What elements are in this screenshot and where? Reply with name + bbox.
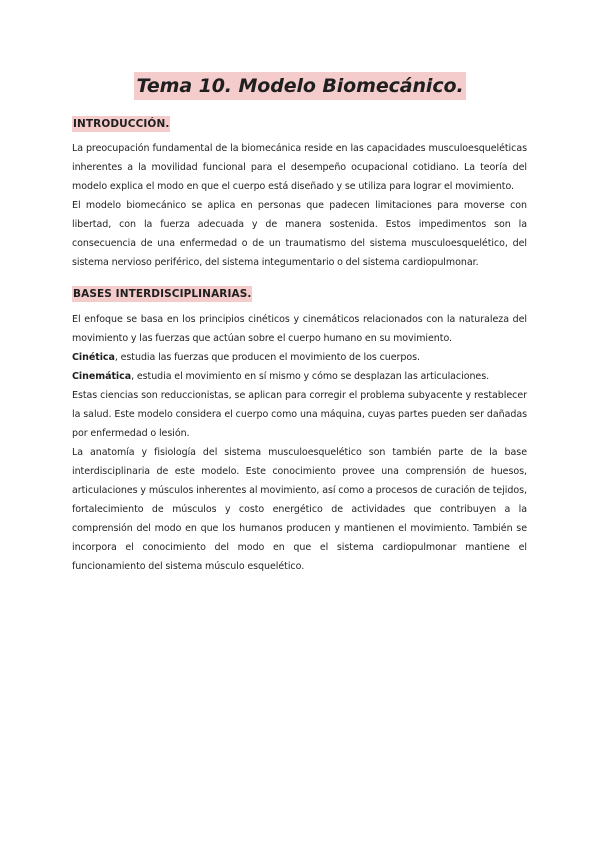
document-body (72, 112, 527, 576)
section-introduccion (72, 112, 527, 272)
bases-paragraph-1: El enfoque se basa en los principios cinéticos y cinemáticos relacionados con la naturaleza del movimiento y las fuerzas que actúan sobre el cuerpo humano en su movimiento. (72, 314, 527, 344)
cinematica-definition (72, 367, 527, 386)
intro-paragraph-1: La preocupación fundamental de la biomecánica reside en las capacidades musculoesqueléticas inherentes a la movilidad funcional para el desempeño ocupacional cotidiano. La teoría del modelo explica el modo en que el cuerpo está diseñado y se utiliza para lograr el movimiento. (72, 143, 527, 192)
section-bases (72, 272, 527, 576)
cinetica-text: , estudia las fuerzas que producen el movimiento de los cuerpos. (114, 352, 420, 363)
bases-paragraph-2: Estas ciencias son reduccionistas, se aplican para corregir el problema subyacente y restablecer la salud. Este modelo considera el cuerpo como una máquina, cuyas partes pueden ser dañadas por enfermedad o lesión. (72, 390, 527, 439)
section-heading-bases: BASES INTERDISCIPLINARIAS. (73, 288, 252, 300)
cinetica-definition (72, 348, 527, 367)
cinematica-term: Cinemática (72, 371, 132, 382)
bases-paragraph-3: La anatomía y fisiología del sistema musculoesquelético son también parte de la base interdisciplinaria de este modelo. Este conocimiento provee una comprensión de huesos, articulaciones y músculos inherentes al movimiento, así como a procesos de curación de tejidos, fortalecimiento de músculos y costo energético de actividades que contribuyen a la comprensión del modo en que los humanos producen y mantienen el movimiento. También se incorpora el conocimiento del modo en que el sistema cardiopulmonar mantiene el funcionamiento del sistema músculo esquelético. (72, 447, 527, 572)
intro-paragraph-2: El modelo biomecánico se aplica en personas que padecen limitaciones para moverse con libertad, con la fuerza adecuada y de manera sostenida. Estos impedimentos son la consecuencia de una enfermedad o de un traumatismo del sistema musculoesquelético, del sistema nervioso periférico, del sistema integumentario o del sistema cardiopulmonar. (72, 200, 527, 268)
page-title: Tema 10. Modelo Biomecánico. (134, 72, 465, 100)
title-wrapper (0, 72, 600, 100)
cinetica-term: Cinética (72, 352, 115, 363)
cinematica-text: , estudia el movimiento en sí mismo y cómo se desplazan las articulaciones. (131, 371, 490, 382)
section-heading-introduccion: INTRODUCCIÓN. (73, 118, 170, 130)
